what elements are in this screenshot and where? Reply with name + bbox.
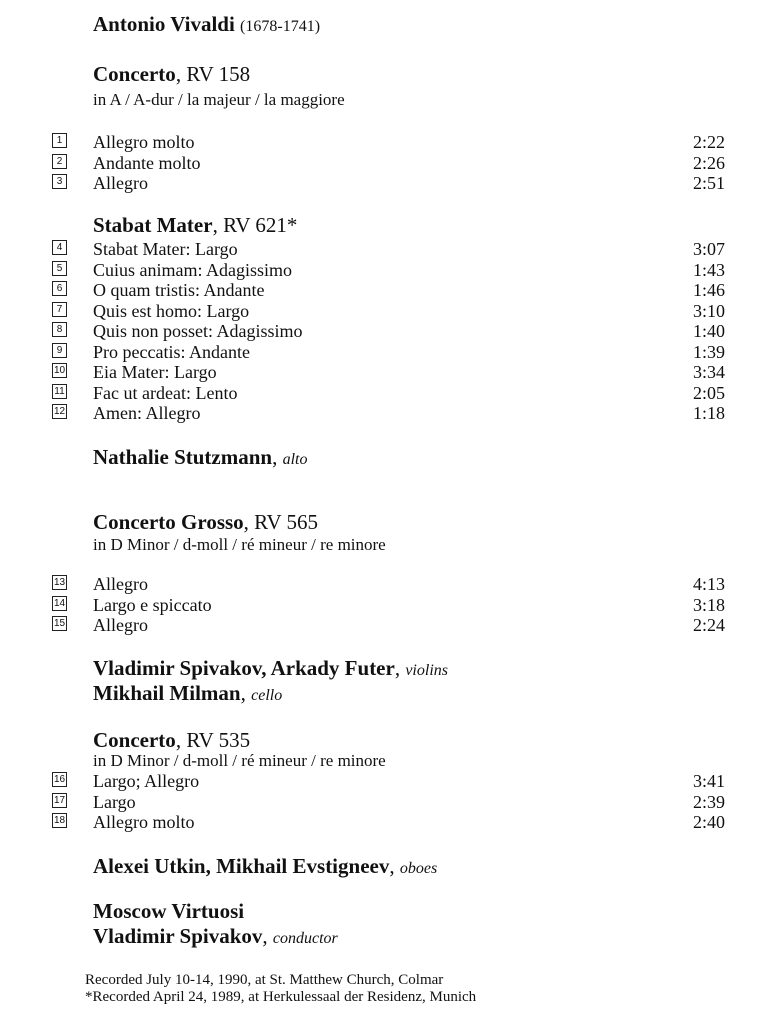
track-row [0, 362, 768, 382]
track-title: Allegro molto [93, 132, 195, 152]
track-row [0, 153, 768, 173]
track-time: 3:18 [692, 594, 725, 615]
track-time: 3:07 [692, 239, 725, 259]
track-number: 6 [52, 281, 67, 296]
track-row [0, 812, 768, 832]
track-title: O quam tristis: Andante [93, 280, 265, 300]
track-time: 3:10 [692, 300, 725, 321]
work-key: in D Minor / d-moll / ré mineur / re minore [93, 535, 386, 554]
track-row [0, 280, 768, 300]
track-number: 2 [52, 154, 67, 169]
track-title: Largo e spiccato [93, 594, 212, 615]
track-time: 2:26 [692, 152, 725, 173]
track-title: Fac ut ardeat: Lento [93, 382, 238, 403]
track-title: Cuius animam: Adagissimo [93, 259, 293, 280]
track-title: Pro peccatis: Andante [93, 341, 250, 362]
track-row [0, 615, 768, 635]
track-time: 2:40 [692, 812, 725, 832]
work-key: in D Minor / d-moll / ré mineur / re minore [93, 751, 386, 770]
track-number: 7 [52, 302, 67, 317]
track-time: 3:34 [692, 362, 725, 382]
track-title: Quis non posset: Adagissimo [93, 321, 303, 341]
track-time: 3:41 [692, 771, 725, 791]
track-title: Largo; Allegro [93, 771, 200, 791]
track-number: 13 [53, 577, 66, 588]
track-number: 14 [53, 597, 66, 609]
track-time: 2:39 [692, 791, 725, 812]
track-title: Allegro [93, 574, 148, 594]
ensemble-name: Moscow Virtuosi [93, 899, 245, 923]
track-number: 8 [52, 322, 67, 337]
track-number: 18 [53, 815, 66, 826]
track-row [0, 574, 768, 594]
performer-line: Vladimir Spivakov, conductor [93, 924, 338, 948]
work-key: in A / A-dur / la majeur / la maggiore [93, 90, 345, 109]
track-row [0, 342, 768, 362]
track-time: 4:13 [692, 574, 725, 594]
track-row [0, 260, 768, 280]
track-row [0, 301, 768, 321]
track-time: 1:43 [692, 259, 725, 280]
work-title: Concerto, RV 158 [93, 62, 251, 86]
track-number: 1 [52, 133, 67, 148]
performer-line: Mikhail Milman, cello [93, 681, 283, 705]
track-row [0, 595, 768, 615]
track-time: 2:24 [692, 615, 725, 635]
recording-note: *Recorded April 24, 1989, at Herkulessaal der Residenz, Munich [85, 989, 477, 1005]
track-time: 1:18 [692, 403, 725, 423]
composer-name: Antonio Vivaldi [93, 12, 235, 36]
work-title: Concerto, RV 535 [93, 728, 251, 752]
performer-line: Vladimir Spivakov, Arkady Futer, violins [93, 656, 448, 680]
track-title: Largo [93, 791, 136, 812]
work-title: Stabat Mater, RV 621* [93, 213, 298, 237]
track-row [0, 792, 768, 812]
track-time: 1:40 [692, 321, 725, 341]
track-title: Allegro [93, 173, 148, 193]
track-title: Allegro [93, 615, 148, 635]
track-number: 9 [52, 343, 67, 358]
track-time: 2:22 [692, 132, 725, 152]
recording-note: Recorded July 10-14, 1990, at St. Matthew Church, Colmar [85, 972, 444, 988]
track-row [0, 403, 768, 423]
track-row [0, 771, 768, 791]
track-time: 2:51 [692, 173, 725, 193]
track-row [0, 173, 768, 193]
track-row [0, 383, 768, 403]
track-number: 10 [53, 365, 66, 376]
track-title: Amen: Allegro [93, 403, 201, 423]
composer-dates: (1678-1741) [240, 18, 321, 35]
track-number: 3 [52, 174, 67, 189]
track-time: 1:39 [692, 341, 725, 362]
composer-heading [93, 12, 320, 37]
track-number: 16 [53, 774, 66, 785]
track-title: Stabat Mater: Largo [93, 239, 238, 259]
performer-line: Nathalie Stutzmann, alto [93, 445, 308, 469]
track-title: Allegro molto [93, 812, 195, 832]
performer-line: Alexei Utkin, Mikhail Evstigneev, oboes [93, 854, 438, 878]
track-number: 17 [53, 794, 66, 806]
track-number: 12 [53, 406, 66, 417]
track-row [0, 321, 768, 341]
track-title: Andante molto [93, 152, 201, 173]
track-title: Quis est homo: Largo [93, 300, 250, 321]
track-number: 4 [52, 240, 67, 255]
track-number: 11 [52, 384, 67, 399]
track-time: 1:46 [692, 280, 725, 300]
work-title: Concerto Grosso, RV 565 [93, 510, 319, 534]
track-row [0, 239, 768, 259]
track-number: 5 [52, 261, 67, 276]
track-number: 15 [53, 618, 66, 629]
track-time: 2:05 [692, 382, 725, 403]
track-title: Eia Mater: Largo [93, 362, 217, 382]
track-row [0, 132, 768, 152]
